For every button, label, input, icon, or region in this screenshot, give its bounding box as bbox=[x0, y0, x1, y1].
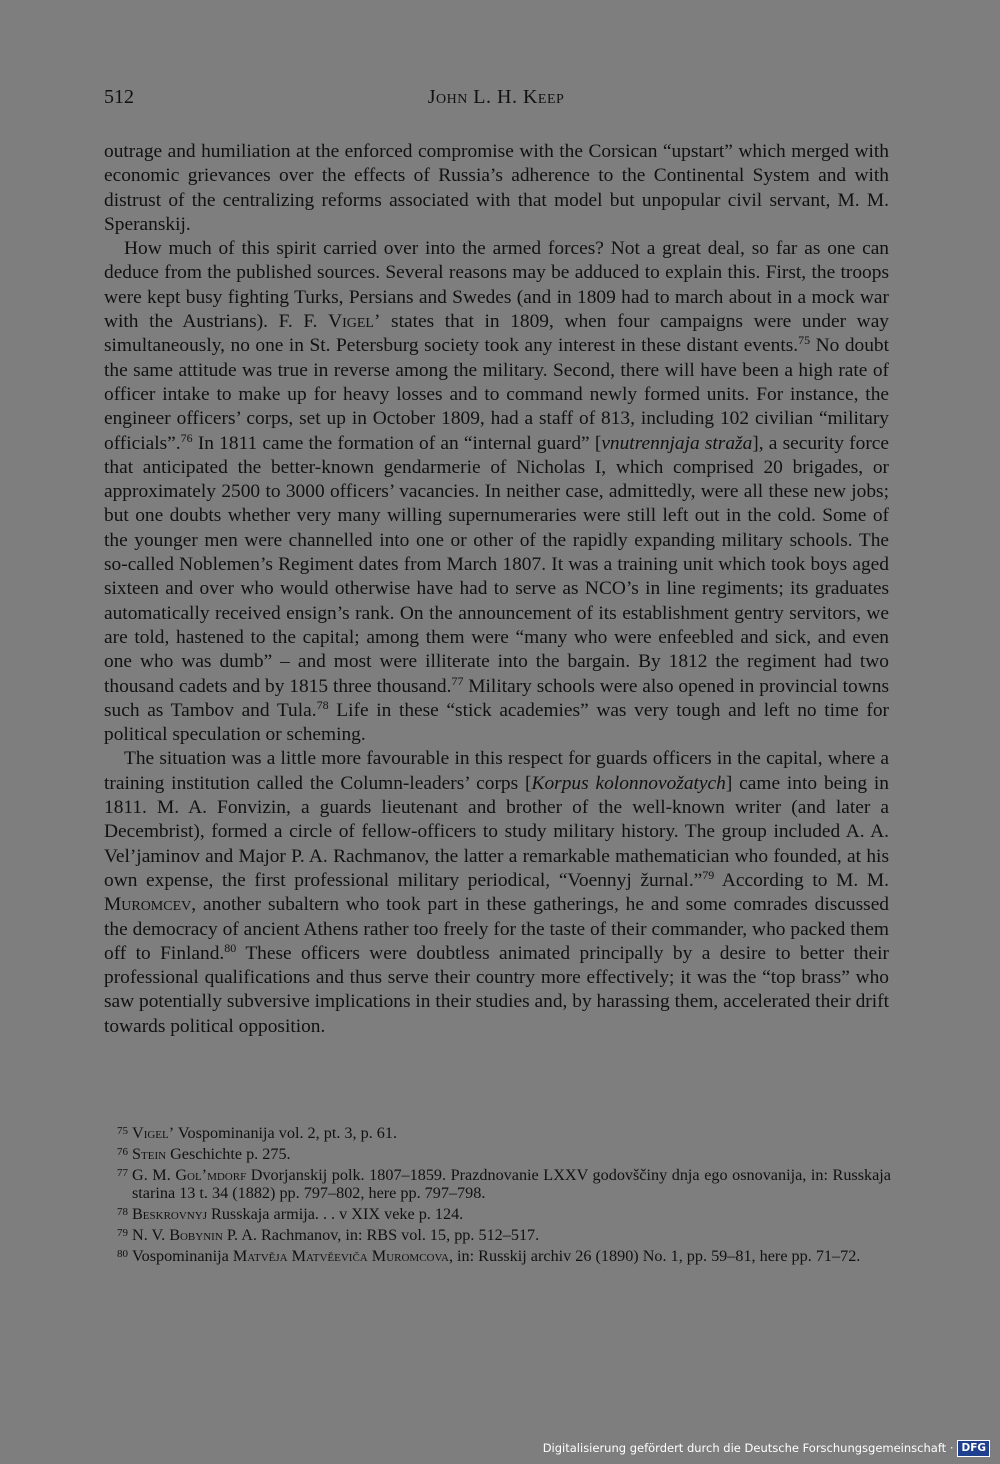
text-run: No doubt the same attitude was true in reverse among the military. Second, there will have been a high rate of officer intake to make up for heavy losses and to command newly formed units. For instance, the engineer officers’ corps, set up in October 1809, had a staff of 813, including 102 civilian “military officials”. bbox=[104, 335, 889, 454]
paragraph-2 bbox=[104, 237, 889, 747]
footnote-ref-78[interactable]: 78 bbox=[316, 697, 329, 712]
footnote-ref-75[interactable]: 75 bbox=[798, 333, 811, 348]
text-run: In 1811 came the formation of an “internal guard” [ bbox=[192, 432, 602, 454]
text-run: states that in 1809, when four campaigns were under way simultaneously, no one in St. Petersburg society took any interest in these distant events. bbox=[104, 311, 889, 357]
footnote-text: Vospominanija bbox=[132, 1246, 233, 1265]
footnote-ref-76[interactable]: 76 bbox=[180, 430, 193, 445]
footnote-text: P. A. Rachmanov, in: RBS vol. 15, pp. 512–517. bbox=[222, 1225, 540, 1244]
footnote-number: 78 bbox=[117, 1206, 128, 1219]
text-run: Life in these “stick academies” was very tough and left no time for political speculation or scheming. bbox=[104, 699, 889, 746]
footnote-text: N. V. bbox=[132, 1225, 170, 1244]
footnote-author: Matvěja Matvěeviča Muromcova bbox=[232, 1246, 449, 1265]
footnote-number: 76 bbox=[117, 1145, 128, 1158]
footnote-ref-80[interactable]: 80 bbox=[224, 940, 237, 955]
footnote-75 bbox=[104, 1122, 891, 1143]
footnote-author: Stein bbox=[132, 1144, 167, 1163]
funding-text: Digitalisierung gefördert durch die Deutsche Forschungsgemeinschaft · bbox=[542, 1441, 954, 1455]
page-header bbox=[104, 86, 888, 116]
footnote-author: Gol’mdorf bbox=[175, 1165, 247, 1184]
text-run: According to M. M. bbox=[714, 869, 889, 891]
author-name: Muromcev bbox=[104, 894, 192, 916]
footnote-number: 79 bbox=[117, 1226, 128, 1239]
text-run: , another subaltern who took part in these gatherings, he and some comrades discussed the democracy of ancient Athens rather too freely for the taste of their commander, who packed them off to Finland. bbox=[104, 894, 889, 964]
paragraph-1: outrage and humiliation at the enforced compromise with the Corsican “upstart” which merged with economic grievances over the effects of Russia’s adherence to the Continental System and with distrust of the centralizing reforms associated with that model but unpopular civil servant, M. M. Speranskij. bbox=[104, 141, 889, 235]
footnote-77 bbox=[104, 1164, 891, 1204]
text-run: ], a security force that anticipated the better-known gendarmerie of Nicholas I, which comprised 20 brigades, or approximately 2500 to 3000 officers’ vacancies. In neither case, admittedly, were all these new jobs; but one doubts whether very many willing supernumeraries were still left out in the cold. Some of the younger men were channelled into one or other of the rapidly expanding military schools. The so-called Noblemen’s Regiment dates from March 1807. It was a training unit which took boys aged sixteen and over who would otherwise have had to serve as NCO’s in line regiments; its graduates automatically received ensign’s rank. On the announcement of its establishment gentry servitors, we are told, hastened to the capital; among them were “many who were enfeebled and sick, and even one who was dumb” – and most were illiterate into the bargain. By 1812 the regiment had two thousand cadets and by 1815 three thousand. bbox=[104, 432, 889, 697]
text-run: The situation was a little more favourable in this respect for guards officers in the capital, where a training institution called the Column-leaders’ corps [ bbox=[104, 748, 889, 794]
main-text bbox=[104, 140, 889, 1039]
footnote-author: Bobynin bbox=[169, 1225, 223, 1244]
paragraph-3 bbox=[104, 747, 889, 1039]
footnote-text: Geschichte p. 275. bbox=[166, 1144, 291, 1163]
footnote-text: Vospominanija vol. 2, pt. 3, p. 61. bbox=[174, 1124, 398, 1142]
footnote-76 bbox=[104, 1143, 891, 1164]
footnote-number: 75 bbox=[117, 1125, 128, 1137]
footnote-ref-79[interactable]: 79 bbox=[702, 867, 715, 882]
footnote-text: Russkaja armija. . . v XIX veke p. 124. bbox=[206, 1205, 464, 1224]
footnote-80 bbox=[104, 1245, 891, 1266]
footnote-number: 80 bbox=[117, 1247, 128, 1260]
footnotes bbox=[104, 1122, 891, 1266]
footnote-author: Beskrovnyj bbox=[132, 1205, 207, 1224]
footnote-author: Vigel’ bbox=[132, 1124, 175, 1142]
dfg-logo-icon[interactable]: DFG bbox=[957, 1440, 990, 1457]
text-run: ] came into being in 1811. M. A. Fonvizin, a guards lieutenant and brother of the well-known writer (and later a Decembrist), formed a circle of fellow-officers to study military history. The group included A. A. Vel’jaminov and Major P. A. Rachmanov, the latter a remarkable mathematician who founded, at his own expense, the first professional military periodical, “Voennyj žurnal.” bbox=[104, 772, 889, 891]
footnote-text: G. M. bbox=[132, 1165, 176, 1184]
footnote-78 bbox=[104, 1203, 891, 1224]
author-name: Vigel’ bbox=[328, 311, 381, 333]
funding-credit bbox=[543, 1438, 990, 1458]
footnote-79 bbox=[104, 1224, 891, 1245]
running-head: John L. H. Keep bbox=[427, 86, 565, 108]
text-run: These officers were doubtless animated principally by a desire to better their professional qualifications and thus serve their country more effectively; it was the “top brass” who saw potentially subversive implications in their studies and, by harassing them, accelerated their drift towards political opposition. bbox=[104, 942, 889, 1037]
text-run: How much of this spirit carried over into the armed forces? Not a great deal, so far as one can deduce from the published sources. Several reasons may be adduced to explain this. First, the troops were kept busy fighting Turks, Persians and Swedes (and in 1809 had to march about in a mock war with the Austrians). F. F. bbox=[104, 238, 889, 333]
footnote-text: Dvorjanskij polk. 1807–1859. Prazdnovanie LXXV godovščiny dnja ego osnovanija, in: Russkaja starina 13 t. 34 (1882) pp. 797–802, here pp. 797–798. bbox=[132, 1165, 891, 1203]
footnote-ref-77[interactable]: 77 bbox=[451, 673, 464, 688]
italic-term: vnutrennjaja straža bbox=[601, 432, 753, 454]
italic-term: Korpus kolonnovožatych bbox=[531, 772, 726, 794]
footnote-number: 77 bbox=[117, 1166, 128, 1179]
page-number: 512 bbox=[104, 86, 134, 108]
footnote-text: , in: Russkij archiv 26 (1890) No. 1, pp. 59–81, here pp. 71–72. bbox=[448, 1246, 861, 1265]
text-run: Military schools were also opened in provincial towns such as Tambov and Tula. bbox=[104, 675, 889, 721]
